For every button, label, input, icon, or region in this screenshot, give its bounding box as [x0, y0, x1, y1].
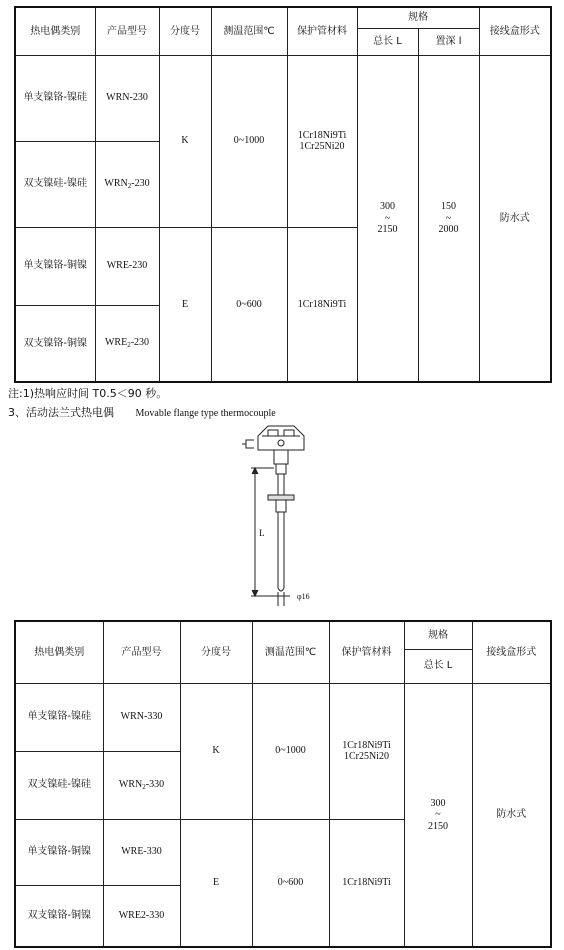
graduation-e: E [180, 819, 252, 947]
length-min: 300 [380, 201, 395, 212]
row-type: 双支镍硅-镍硅 [15, 751, 103, 819]
section-title [8, 404, 276, 420]
range-e: 0~600 [252, 819, 329, 947]
material-k-line1: 1Cr18Ni9Ti [297, 129, 347, 141]
dimension-label-l: L [259, 528, 265, 538]
length-min: 300 [430, 797, 446, 809]
header-length: 总长 L [357, 28, 418, 55]
depth-max: 2000 [438, 224, 459, 235]
row-type: 双支镍铬-铜镍 [15, 305, 95, 382]
material-k-line1: 1Cr18Ni9Ti [342, 739, 391, 751]
row-model [95, 305, 159, 382]
row-model: WRE-230 [95, 227, 159, 305]
row-type: 单支镍铬-镍硅 [15, 683, 103, 751]
row-model: WRN-230 [95, 55, 159, 141]
depth-range [418, 55, 479, 382]
section-title-cn: 3、活动法兰式热电偶 [8, 406, 114, 419]
header-length: 总长 L [404, 649, 472, 683]
graduation-k: K [180, 683, 252, 819]
model-sub: 2 [142, 782, 146, 791]
row-type: 双支镍硅-镍硅 [15, 141, 95, 227]
header-material: 保护管材料 [287, 7, 357, 55]
model-suffix: -230 [130, 337, 150, 349]
header-spec: 规格 [404, 621, 472, 649]
model-prefix: WRE [104, 337, 128, 349]
length-range [404, 683, 472, 947]
model-sub: 2 [127, 181, 132, 190]
length-max: 2150 [377, 224, 398, 235]
row-type: 单支镍铬-铜镍 [15, 819, 103, 885]
header-range: 测温范围℃ [211, 7, 287, 55]
row-type: 双支镍铬-铜镍 [15, 885, 103, 947]
header-material: 保护管材料 [329, 621, 404, 683]
row-model [103, 751, 180, 819]
section-title-en: Movable flange type thermocouple [135, 408, 276, 419]
row-model: WRN-330 [103, 683, 180, 751]
header-spec: 规格 [357, 7, 479, 28]
header-box: 接线盒形式 [479, 7, 551, 55]
range-e: 0~600 [211, 227, 287, 382]
header-graduation: 分度号 [180, 621, 252, 683]
material-e: 1Cr18Ni9Ti [329, 819, 404, 947]
row-type: 单支镍铬-铜镍 [15, 227, 95, 305]
header-graduation: 分度号 [159, 7, 211, 55]
header-depth: 置深 l [418, 28, 479, 55]
box-type: 防水式 [472, 683, 551, 947]
graduation-k: K [159, 55, 211, 227]
row-model [95, 141, 159, 227]
graduation-e: E [159, 227, 211, 382]
material-k [329, 683, 404, 819]
model-sub: 2 [127, 341, 131, 350]
material-e: 1Cr18Ni9Ti [287, 227, 357, 382]
material-k [287, 55, 357, 227]
material-k-line2: 1Cr25Ni20 [344, 751, 389, 762]
row-model: WRE-330 [103, 819, 180, 885]
depth-tilde: ~ [445, 212, 452, 224]
header-type: 热电偶类别 [15, 7, 95, 55]
row-model: WRE2-330 [103, 885, 180, 947]
model-prefix: WRN [104, 177, 128, 189]
length-max: 2150 [428, 820, 448, 832]
header-box: 接线盒形式 [472, 621, 551, 683]
model-suffix: -330 [145, 778, 165, 790]
header-model: 产品型号 [103, 621, 180, 683]
spec-table-330 [14, 620, 552, 948]
header-type: 热电偶类别 [15, 621, 103, 683]
note-text: 注:1)热响应时间 T0.5＜90 秒。 [8, 387, 168, 400]
model-prefix: WRN [118, 778, 143, 790]
spec-table-230 [14, 6, 552, 383]
range-k: 0~1000 [252, 683, 329, 819]
depth-min: 150 [441, 201, 456, 212]
range-k: 0~1000 [211, 55, 287, 227]
dimension-label-diameter: φ16 [297, 592, 310, 601]
header-model: 产品型号 [95, 7, 159, 55]
length-tilde: ~ [435, 809, 441, 820]
model-suffix: -230 [131, 177, 150, 189]
box-type: 防水式 [479, 55, 551, 382]
material-k-line2: 1Cr25Ni20 [299, 141, 345, 152]
length-tilde: ~ [384, 212, 391, 224]
length-range [357, 55, 418, 382]
row-type: 单支镍铬-镍硅 [15, 55, 95, 141]
header-range: 测温范围℃ [252, 621, 329, 683]
